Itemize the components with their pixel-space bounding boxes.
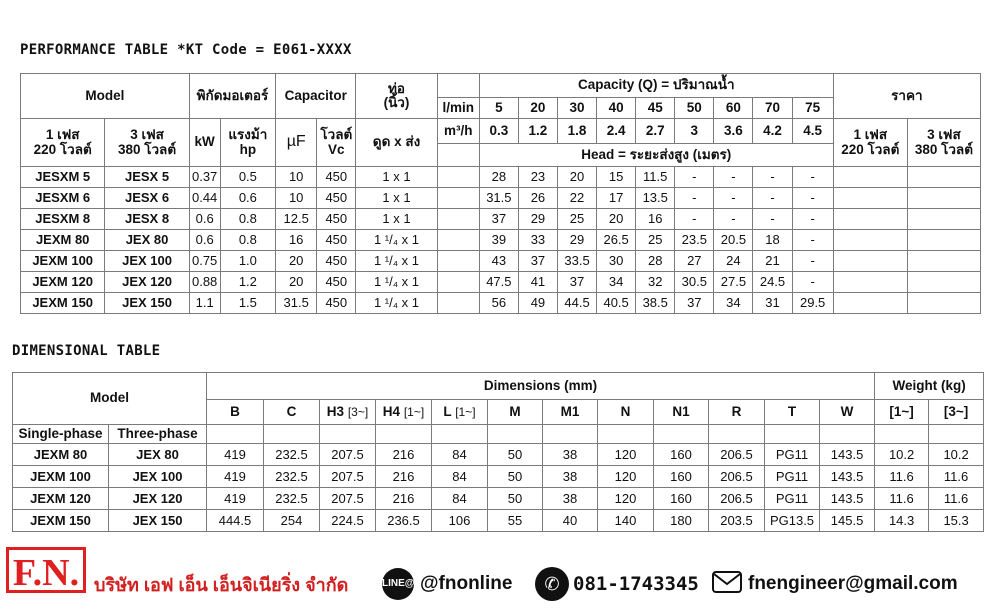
head-value: 20 (597, 209, 636, 230)
blank-cell (437, 251, 479, 272)
head-value: 22 (557, 188, 596, 209)
dimension-value: 145.5 (820, 510, 875, 532)
performance-row (21, 293, 981, 314)
dimensional-table-title: DIMENSIONAL TABLE (12, 343, 161, 359)
head-value: 34 (714, 293, 753, 314)
price-cell (833, 251, 907, 272)
performance-row (21, 209, 981, 230)
capacitor-vc: 450 (317, 209, 356, 230)
model-three-phase: JEX 120 (105, 272, 189, 293)
price-cell (833, 167, 907, 188)
dimension-value: 160 (654, 444, 709, 466)
model-single-phase: JESXM 5 (21, 167, 105, 188)
head-value: 24 (714, 251, 753, 272)
head-value: 23.5 (675, 230, 714, 251)
m3h-value: 2.7 (636, 119, 675, 144)
head-value: 37 (675, 293, 714, 314)
head-value: 30.5 (675, 272, 714, 293)
head-value: - (753, 209, 792, 230)
dim-column-header: H4 [1~] (376, 400, 432, 425)
dimension-value: 207.5 (320, 444, 376, 466)
dim-column-header: N1 (654, 400, 709, 425)
model-three-phase: JEX 120 (109, 488, 207, 510)
line-id[interactable]: @fnonline (420, 573, 513, 594)
capacitor-uf: 31.5 (276, 293, 317, 314)
price-cell (907, 293, 980, 314)
price-cell (833, 188, 907, 209)
model-single-phase: JEXM 80 (21, 230, 105, 251)
dimension-value: 206.5 (709, 488, 765, 510)
motor-hp: 1.0 (220, 251, 276, 272)
motor-kw: 0.37 (189, 167, 220, 188)
pipe-size-header: ดูด x ส่ง (356, 119, 437, 167)
pipe-size: 1 ¹/₄ x 1 (356, 230, 437, 251)
dimension-value: 160 (654, 488, 709, 510)
dimension-value: 203.5 (709, 510, 765, 532)
dimension-value: PG11 (765, 466, 820, 488)
dimension-value: 207.5 (320, 466, 376, 488)
dim-column-header: B (207, 400, 264, 425)
dimension-value: 106 (432, 510, 488, 532)
dimension-value: 14.3 (875, 510, 929, 532)
line-icon: LINE@ (382, 568, 414, 600)
head-value: 37 (479, 209, 518, 230)
model-three-phase: JEX 100 (105, 251, 189, 272)
m3h-value: 3.6 (714, 119, 753, 144)
motor-kw: 0.88 (189, 272, 220, 293)
pipe-size: 1 x 1 (356, 167, 437, 188)
performance-row (21, 272, 981, 293)
dimension-value: 84 (432, 488, 488, 510)
performance-row (21, 167, 981, 188)
dim-column-header: H3 [3~] (320, 400, 376, 425)
model-three-phase: JEX 150 (109, 510, 207, 532)
motor-hp: 1.5 (220, 293, 276, 314)
dimension-value: PG11 (765, 488, 820, 510)
capacitor-uf: 10 (276, 188, 317, 209)
dimension-value: 10.2 (875, 444, 929, 466)
dimension-value: 50 (488, 444, 543, 466)
capacitor-uf: 10 (276, 167, 317, 188)
hp-header: แรงม้า hp (220, 119, 276, 167)
lmin-label: l/min (437, 98, 479, 119)
three-phase-header: Three-phase (109, 425, 207, 444)
dimension-value: 38 (543, 466, 598, 488)
motor-kw: 0.6 (189, 230, 220, 251)
dimension-value: 419 (207, 466, 264, 488)
capacitor-header: Capacitor (276, 74, 356, 119)
kw-header: kW (189, 119, 220, 167)
motor-kw: 1.1 (189, 293, 220, 314)
head-value: - (792, 167, 833, 188)
price-cell (833, 272, 907, 293)
capacitor-uf: 12.5 (276, 209, 317, 230)
dim-column-header: M1 (543, 400, 598, 425)
model-single-phase: JEXM 120 (13, 488, 109, 510)
head-value: 24.5 (753, 272, 792, 293)
dimension-value: 84 (432, 466, 488, 488)
price-one-phase-header: 1 เฟส 220 โวลต์ (833, 119, 907, 167)
head-value: 15 (597, 167, 636, 188)
price-cell (833, 209, 907, 230)
uf-header: µF (276, 119, 317, 167)
motor-header: พิกัดมอเตอร์ (189, 74, 275, 119)
vc-header: โวลต์ Vc (317, 119, 356, 167)
motor-hp: 0.8 (220, 209, 276, 230)
model-header: Model (21, 74, 190, 119)
head-value: - (792, 209, 833, 230)
dimension-value: 140 (598, 510, 654, 532)
dimension-row (13, 488, 984, 510)
dimension-value: 143.5 (820, 466, 875, 488)
head-value: 16 (636, 209, 675, 230)
dimension-value: 216 (376, 444, 432, 466)
model-single-phase: JEXM 150 (21, 293, 105, 314)
head-value: - (792, 272, 833, 293)
one-phase-header: 1 เฟส 220 โวลต์ (21, 119, 105, 167)
head-value: 13.5 (636, 188, 675, 209)
head-value: - (714, 209, 753, 230)
dimension-value: 11.6 (875, 488, 929, 510)
dimension-value: 216 (376, 488, 432, 510)
dim-column-header: W (820, 400, 875, 425)
three-phase-header: 3 เฟส 380 โวลต์ (105, 119, 189, 167)
footer (0, 540, 1000, 609)
phone-number[interactable]: 081-1743345 (573, 573, 699, 595)
dimension-value: 419 (207, 444, 264, 466)
m3h-value: 1.2 (518, 119, 557, 144)
dimension-value: 224.5 (320, 510, 376, 532)
dimension-value: 143.5 (820, 444, 875, 466)
model-three-phase: JEX 80 (105, 230, 189, 251)
dim-column-header: C (264, 400, 320, 425)
dimension-value: 120 (598, 488, 654, 510)
dimensional-table (12, 372, 984, 532)
dimension-value: 38 (543, 488, 598, 510)
head-value: 43 (479, 251, 518, 272)
performance-row (21, 188, 981, 209)
price-cell (907, 209, 980, 230)
head-value: - (753, 167, 792, 188)
dim-model-header: Model (13, 373, 207, 425)
dimension-value: 254 (264, 510, 320, 532)
head-value: 49 (518, 293, 557, 314)
head-value: 17 (597, 188, 636, 209)
capacitor-vc: 450 (317, 167, 356, 188)
capacitor-vc: 450 (317, 230, 356, 251)
performance-row (21, 251, 981, 272)
capacitor-vc: 450 (317, 188, 356, 209)
email-address[interactable]: fnengineer@gmail.com (748, 573, 958, 594)
dimension-row (13, 510, 984, 532)
pipe-size: 1 x 1 (356, 188, 437, 209)
dimension-value: 419 (207, 488, 264, 510)
head-value: 33 (518, 230, 557, 251)
dimension-value: 232.5 (264, 466, 320, 488)
dim-column-header: L [1~] (432, 400, 488, 425)
dimension-value: 236.5 (376, 510, 432, 532)
head-value: 29.5 (792, 293, 833, 314)
lmin-value: 30 (557, 98, 596, 119)
m3h-value: 1.8 (557, 119, 596, 144)
dimension-value: 11.6 (929, 488, 984, 510)
head-value: 25 (636, 230, 675, 251)
price-cell (833, 293, 907, 314)
dim-column-header: [3~] (929, 400, 984, 425)
head-value: 21 (753, 251, 792, 272)
head-value: 26.5 (597, 230, 636, 251)
price-cell (907, 272, 980, 293)
capacitor-vc: 450 (317, 251, 356, 272)
dimension-value: 11.6 (929, 466, 984, 488)
dimension-value: 160 (654, 466, 709, 488)
blank-cell (437, 272, 479, 293)
m3h-value: 2.4 (597, 119, 636, 144)
m3h-value: 4.2 (753, 119, 792, 144)
dimension-value: 15.3 (929, 510, 984, 532)
dimension-value: 232.5 (264, 444, 320, 466)
price-cell (907, 167, 980, 188)
lmin-value: 40 (597, 98, 636, 119)
capacitor-uf: 16 (276, 230, 317, 251)
lmin-value: 50 (675, 98, 714, 119)
motor-kw: 0.75 (189, 251, 220, 272)
dimension-value: 143.5 (820, 488, 875, 510)
pipe-header: ท่อ (นิ้ว) (356, 74, 437, 119)
company-logo: F.N. (6, 547, 86, 593)
capacitor-uf: 20 (276, 272, 317, 293)
head-value: 33.5 (557, 251, 596, 272)
lmin-value: 5 (479, 98, 518, 119)
model-single-phase: JEXM 150 (13, 510, 109, 532)
dimension-value: 120 (598, 466, 654, 488)
model-three-phase: JEX 150 (105, 293, 189, 314)
head-value: 37 (557, 272, 596, 293)
dimension-row (13, 466, 984, 488)
head-value: 23 (518, 167, 557, 188)
company-name: บริษัท เอฟ เอ็น เอ็นจิเนียริ่ง จำกัด (94, 575, 349, 595)
model-single-phase: JEXM 80 (13, 444, 109, 466)
head-value: 28 (636, 251, 675, 272)
motor-hp: 0.8 (220, 230, 276, 251)
price-three-phase-header: 3 เฟส 380 โวลต์ (907, 119, 980, 167)
lmin-value: 75 (792, 98, 833, 119)
head-value: 56 (479, 293, 518, 314)
weight-header: Weight (kg) (875, 373, 984, 400)
performance-table (20, 73, 981, 314)
model-three-phase: JESX 8 (105, 209, 189, 230)
pipe-size: 1 ¹/₄ x 1 (356, 251, 437, 272)
capacity-header: Capacity (Q) = ปริมาณน้ำ (479, 74, 833, 98)
price-cell (907, 251, 980, 272)
head-value: - (675, 167, 714, 188)
pipe-size: 1 ¹/₄ x 1 (356, 272, 437, 293)
dimension-value: 206.5 (709, 466, 765, 488)
blank-cell (437, 188, 479, 209)
model-three-phase: JESX 6 (105, 188, 189, 209)
motor-hp: 0.6 (220, 188, 276, 209)
model-single-phase: JEXM 120 (21, 272, 105, 293)
head-value: - (714, 167, 753, 188)
head-value: - (675, 188, 714, 209)
dimension-value: 232.5 (264, 488, 320, 510)
head-value: - (753, 188, 792, 209)
model-three-phase: JEX 100 (109, 466, 207, 488)
capacitor-vc: 450 (317, 293, 356, 314)
capacitor-uf: 20 (276, 251, 317, 272)
head-value: - (675, 209, 714, 230)
head-value: - (714, 188, 753, 209)
performance-row (21, 230, 981, 251)
head-value: 30 (597, 251, 636, 272)
blank-cell (437, 167, 479, 188)
pipe-size: 1 ¹/₄ x 1 (356, 293, 437, 314)
dimension-value: 120 (598, 444, 654, 466)
head-value: 44.5 (557, 293, 596, 314)
blank-cell (437, 230, 479, 251)
head-value: - (792, 230, 833, 251)
head-value: 26 (518, 188, 557, 209)
head-value: 20 (557, 167, 596, 188)
head-value: 29 (518, 209, 557, 230)
dimensions-header: Dimensions (mm) (207, 373, 875, 400)
model-single-phase: JEXM 100 (13, 466, 109, 488)
lmin-value: 45 (636, 98, 675, 119)
model-single-phase: JESXM 8 (21, 209, 105, 230)
m3h-label: m³/h (437, 119, 479, 144)
head-header: Head = ระยะส่งสูง (เมตร) (479, 144, 833, 167)
dim-column-header: T (765, 400, 820, 425)
dimension-value: 50 (488, 466, 543, 488)
dimension-value: PG13.5 (765, 510, 820, 532)
price-cell (907, 188, 980, 209)
price-header: ราคา (833, 74, 980, 119)
dimension-value: 11.6 (875, 466, 929, 488)
lmin-value: 20 (518, 98, 557, 119)
mail-icon (712, 571, 742, 593)
head-value: 20.5 (714, 230, 753, 251)
dimension-value: 50 (488, 488, 543, 510)
dimension-value: 206.5 (709, 444, 765, 466)
head-value: 39 (479, 230, 518, 251)
head-value: 40.5 (597, 293, 636, 314)
dimension-value: 216 (376, 466, 432, 488)
head-value: 41 (518, 272, 557, 293)
model-single-phase: JESXM 6 (21, 188, 105, 209)
head-value: 25 (557, 209, 596, 230)
dim-column-header: R (709, 400, 765, 425)
head-value: 32 (636, 272, 675, 293)
head-value: 11.5 (636, 167, 675, 188)
head-value: 29 (557, 230, 596, 251)
dimension-value: PG11 (765, 444, 820, 466)
head-value: 38.5 (636, 293, 675, 314)
dimension-value: 38 (543, 444, 598, 466)
motor-kw: 0.6 (189, 209, 220, 230)
dimension-value: 444.5 (207, 510, 264, 532)
dim-column-header: N (598, 400, 654, 425)
performance-table-title: PERFORMANCE TABLE *KT Code = E061-XXXX (20, 42, 352, 58)
blank-cell (437, 293, 479, 314)
head-value: - (792, 188, 833, 209)
phone-icon: ✆ (535, 567, 569, 601)
head-value: - (792, 251, 833, 272)
head-value: 27.5 (714, 272, 753, 293)
motor-kw: 0.44 (189, 188, 220, 209)
head-value: 18 (753, 230, 792, 251)
m3h-value: 3 (675, 119, 714, 144)
head-value: 27 (675, 251, 714, 272)
head-value: 47.5 (479, 272, 518, 293)
blank-cell (437, 209, 479, 230)
m3h-value: 4.5 (792, 119, 833, 144)
lmin-value: 60 (714, 98, 753, 119)
m3h-value: 0.3 (479, 119, 518, 144)
motor-hp: 0.5 (220, 167, 276, 188)
dimension-value: 10.2 (929, 444, 984, 466)
head-value: 31.5 (479, 188, 518, 209)
price-cell (833, 230, 907, 251)
head-value: 37 (518, 251, 557, 272)
model-single-phase: JEXM 100 (21, 251, 105, 272)
dimension-row (13, 444, 984, 466)
model-three-phase: JESX 5 (105, 167, 189, 188)
lmin-value: 70 (753, 98, 792, 119)
dimension-value: 40 (543, 510, 598, 532)
dim-column-header: [1~] (875, 400, 929, 425)
dimension-value: 55 (488, 510, 543, 532)
head-value: 31 (753, 293, 792, 314)
head-value: 34 (597, 272, 636, 293)
model-three-phase: JEX 80 (109, 444, 207, 466)
pipe-size: 1 x 1 (356, 209, 437, 230)
capacitor-vc: 450 (317, 272, 356, 293)
motor-hp: 1.2 (220, 272, 276, 293)
price-cell (907, 230, 980, 251)
head-value: 28 (479, 167, 518, 188)
dim-column-header: M (488, 400, 543, 425)
dimension-value: 180 (654, 510, 709, 532)
single-phase-header: Single-phase (13, 425, 109, 444)
dimension-value: 207.5 (320, 488, 376, 510)
dimension-value: 84 (432, 444, 488, 466)
